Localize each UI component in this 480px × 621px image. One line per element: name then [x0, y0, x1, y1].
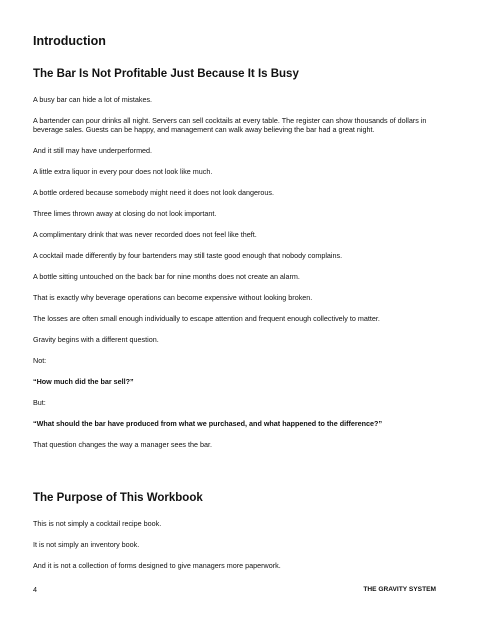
- paragraph: The losses are often small enough individually to escape attention and frequent enough collectively to matter.: [33, 314, 380, 323]
- paragraph: A bottle sitting untouched on the back bar for nine months does not create an alarm.: [33, 272, 300, 281]
- running-footer-title: THE GRAVITY SYSTEM: [363, 586, 436, 593]
- paragraph: A bartender can pour drinks all night. Servers can sell cocktails at every table. The register can show thousands of dollars in beverage sales. Guests can be happy, and management can walk away believing the bar had a great night.: [33, 116, 427, 134]
- paragraph: This is not simply a cocktail recipe book.: [33, 519, 162, 528]
- paragraph: But:: [33, 398, 46, 407]
- paragraph: And it is not a collection of forms designed to give managers more paperwork.: [33, 561, 281, 570]
- page-number: 4: [33, 585, 37, 594]
- paragraph: Three limes thrown away at closing do not look important.: [33, 209, 217, 218]
- bold-quote: “How much did the bar sell?”: [33, 377, 134, 386]
- paragraph: That is exactly why beverage operations can become expensive without looking broken.: [33, 293, 313, 302]
- paragraph: Not:: [33, 356, 47, 365]
- chapter-title: Introduction: [33, 34, 106, 48]
- section-heading-purpose: The Purpose of This Workbook: [33, 492, 203, 504]
- paragraph: A cocktail made differently by four bartenders may still taste good enough that nobody complains.: [33, 251, 343, 260]
- paragraph: A little extra liquor in every pour does not look like much.: [33, 167, 213, 176]
- page-footer: [33, 585, 436, 594]
- paragraph: That question changes the way a manager sees the bar.: [33, 440, 213, 449]
- paragraph: And it still may have underperformed.: [33, 146, 153, 155]
- section-heading-busy-bar: The Bar Is Not Profitable Just Because It Is Busy: [33, 68, 299, 80]
- paragraph: A complimentary drink that was never recorded does not feel like theft.: [33, 230, 257, 239]
- paragraph: Gravity begins with a different question.: [33, 335, 159, 344]
- bold-quote: “What should the bar have produced from what we purchased, and what happened to the difference?”: [33, 419, 383, 428]
- paragraph: A bottle ordered because somebody might need it does not look dangerous.: [33, 188, 274, 197]
- paragraph: A busy bar can hide a lot of mistakes.: [33, 95, 153, 104]
- paragraph: It is not simply an inventory book.: [33, 540, 140, 549]
